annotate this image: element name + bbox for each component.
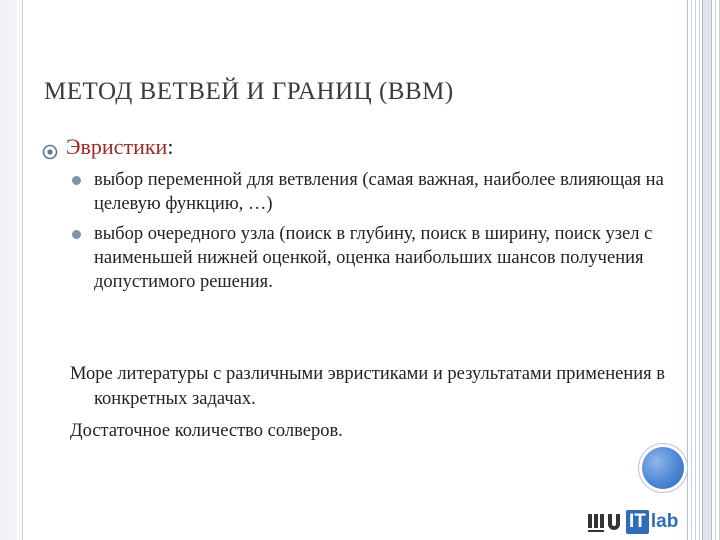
heuristics-colon: : [167,134,174,159]
subbullet-text: выбор переменной для ветвления (самая важная, наиболее влияющая на целевую функцию, …) [94,170,664,214]
subbullet-text: выбор очередного узла (поиск в глубину, поиск в ширину, поиск узел с наименьшей нижней оценкой, оценка наибольших шансов получения допустимого решения. [94,224,653,292]
right-frame-decoration [687,0,720,540]
right-frame-bar [702,0,712,540]
subbullet-item [72,222,682,294]
round-bullet-icon [72,176,81,185]
round-bullet-icon [72,230,81,239]
itlab-logo [626,510,678,534]
slide-title: МЕТОД ВЕТВЕЙ И ГРАНИЦ (ВВМ) [44,78,454,105]
decorative-circle-icon [642,447,684,489]
paragraph-solvers [70,419,670,444]
diamond-bullet-icon [42,140,58,166]
subbullet-item [72,168,682,216]
paragraph-text: Море литературы с различными эвристиками и результатами применения в конкретных задачах. [70,364,665,409]
paragraph-text: Достаточное количество солверов. [70,421,343,441]
bullet-heuristics [42,134,173,160]
heuristics-label: Эвристики [66,134,168,159]
itlab-logo-it: IT [626,510,649,534]
paragraph-literature [70,362,670,412]
footer-logos [586,510,706,536]
itlab-logo-lab: lab [650,511,679,532]
university-logo-icon [586,512,620,534]
left-frame-decoration [0,0,23,540]
